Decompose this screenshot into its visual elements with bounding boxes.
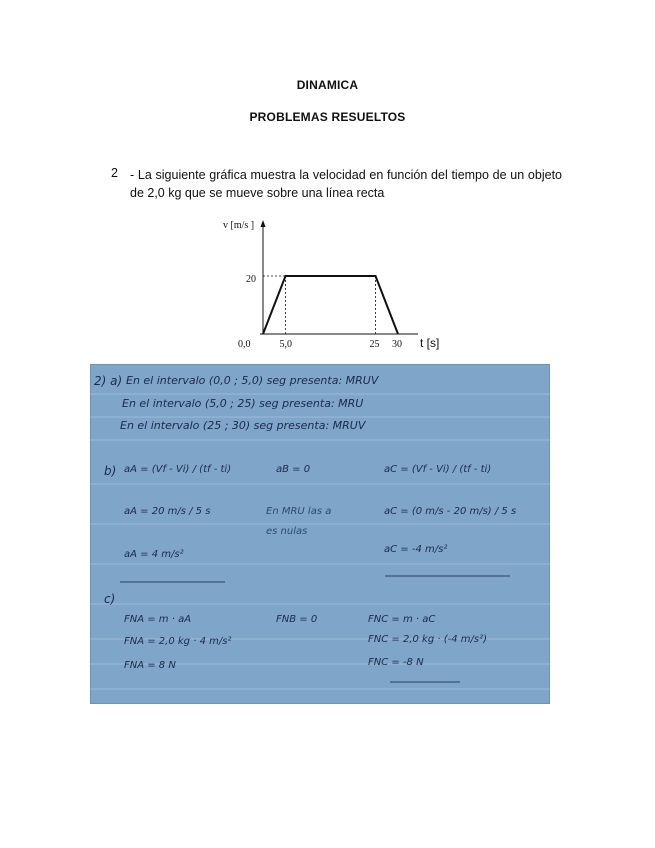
aA-value: aA = 20 m/s / 5 s bbox=[124, 506, 211, 517]
part-a-line-1: En el intervalo (0,0 ; 5,0) seg presenta: MRUV bbox=[126, 374, 379, 387]
y-axis-arrow bbox=[261, 220, 266, 227]
page-subtitle: PROBLEMAS RESUELTOS bbox=[249, 110, 406, 124]
y-tick-label: 20 bbox=[246, 274, 256, 285]
part-a-line-2: En el intervalo (5,0 ; 25) seg presenta: MRU bbox=[122, 397, 364, 410]
part-c-label: c) bbox=[104, 592, 116, 606]
series-line-velocity bbox=[263, 276, 398, 334]
FA-result: FNA = 8 N bbox=[124, 660, 176, 671]
FA-value: FNA = 2,0 kg · 4 m/s² bbox=[124, 636, 232, 647]
part-b-label: b) bbox=[104, 464, 117, 478]
handwritten-solution-sheet bbox=[90, 364, 550, 704]
page-title: DINAMICA bbox=[296, 78, 359, 92]
part-a-line-3: En el intervalo (25 ; 30) seg presenta: MRUV bbox=[120, 419, 366, 432]
aA-result: aA = 4 m/s² bbox=[124, 549, 184, 560]
origin-label: 0,0 bbox=[238, 339, 251, 350]
FA-formula: FNA = m · aA bbox=[124, 614, 192, 625]
FB-formula: FNB = 0 bbox=[276, 614, 318, 625]
y-axis-label: v [m/s ] bbox=[223, 220, 255, 231]
velocity-time-graph bbox=[220, 212, 460, 357]
aB-note-1: En MRU las a bbox=[266, 506, 332, 517]
FC-formula: FNC = m · aC bbox=[368, 614, 436, 625]
part-a-label: 2) a) bbox=[94, 374, 123, 388]
FC-result: FNC = -8 N bbox=[368, 657, 424, 668]
aA-formula: aA = (Vf - Vi) / (tf - ti) bbox=[124, 464, 232, 475]
aC-result: aC = -4 m/s² bbox=[384, 544, 448, 555]
aB-formula: aB = 0 bbox=[276, 464, 311, 475]
notebook-rule-lines bbox=[90, 364, 550, 704]
x-axis-label: t [s] bbox=[420, 336, 440, 350]
x-tick-label-1: 5,0 bbox=[279, 339, 292, 350]
problem-number: 2 bbox=[111, 166, 118, 180]
problem-statement: - La siguiente gráfica muestra la velocidad en función del tiempo de un objeto de 2,0 kg que se mueve sobre una línea recta bbox=[130, 168, 562, 200]
FC-value: FNC = 2,0 kg · (-4 m/s²) bbox=[368, 634, 487, 645]
aC-value: aC = (0 m/s - 20 m/s) / 5 s bbox=[384, 506, 517, 517]
x-tick-label-2: 25 bbox=[369, 339, 380, 350]
aC-formula: aC = (Vf - Vi) / (tf - ti) bbox=[384, 464, 492, 475]
aB-note-2: es nulas bbox=[266, 526, 308, 537]
x-tick-label-3: 30 bbox=[392, 339, 402, 350]
